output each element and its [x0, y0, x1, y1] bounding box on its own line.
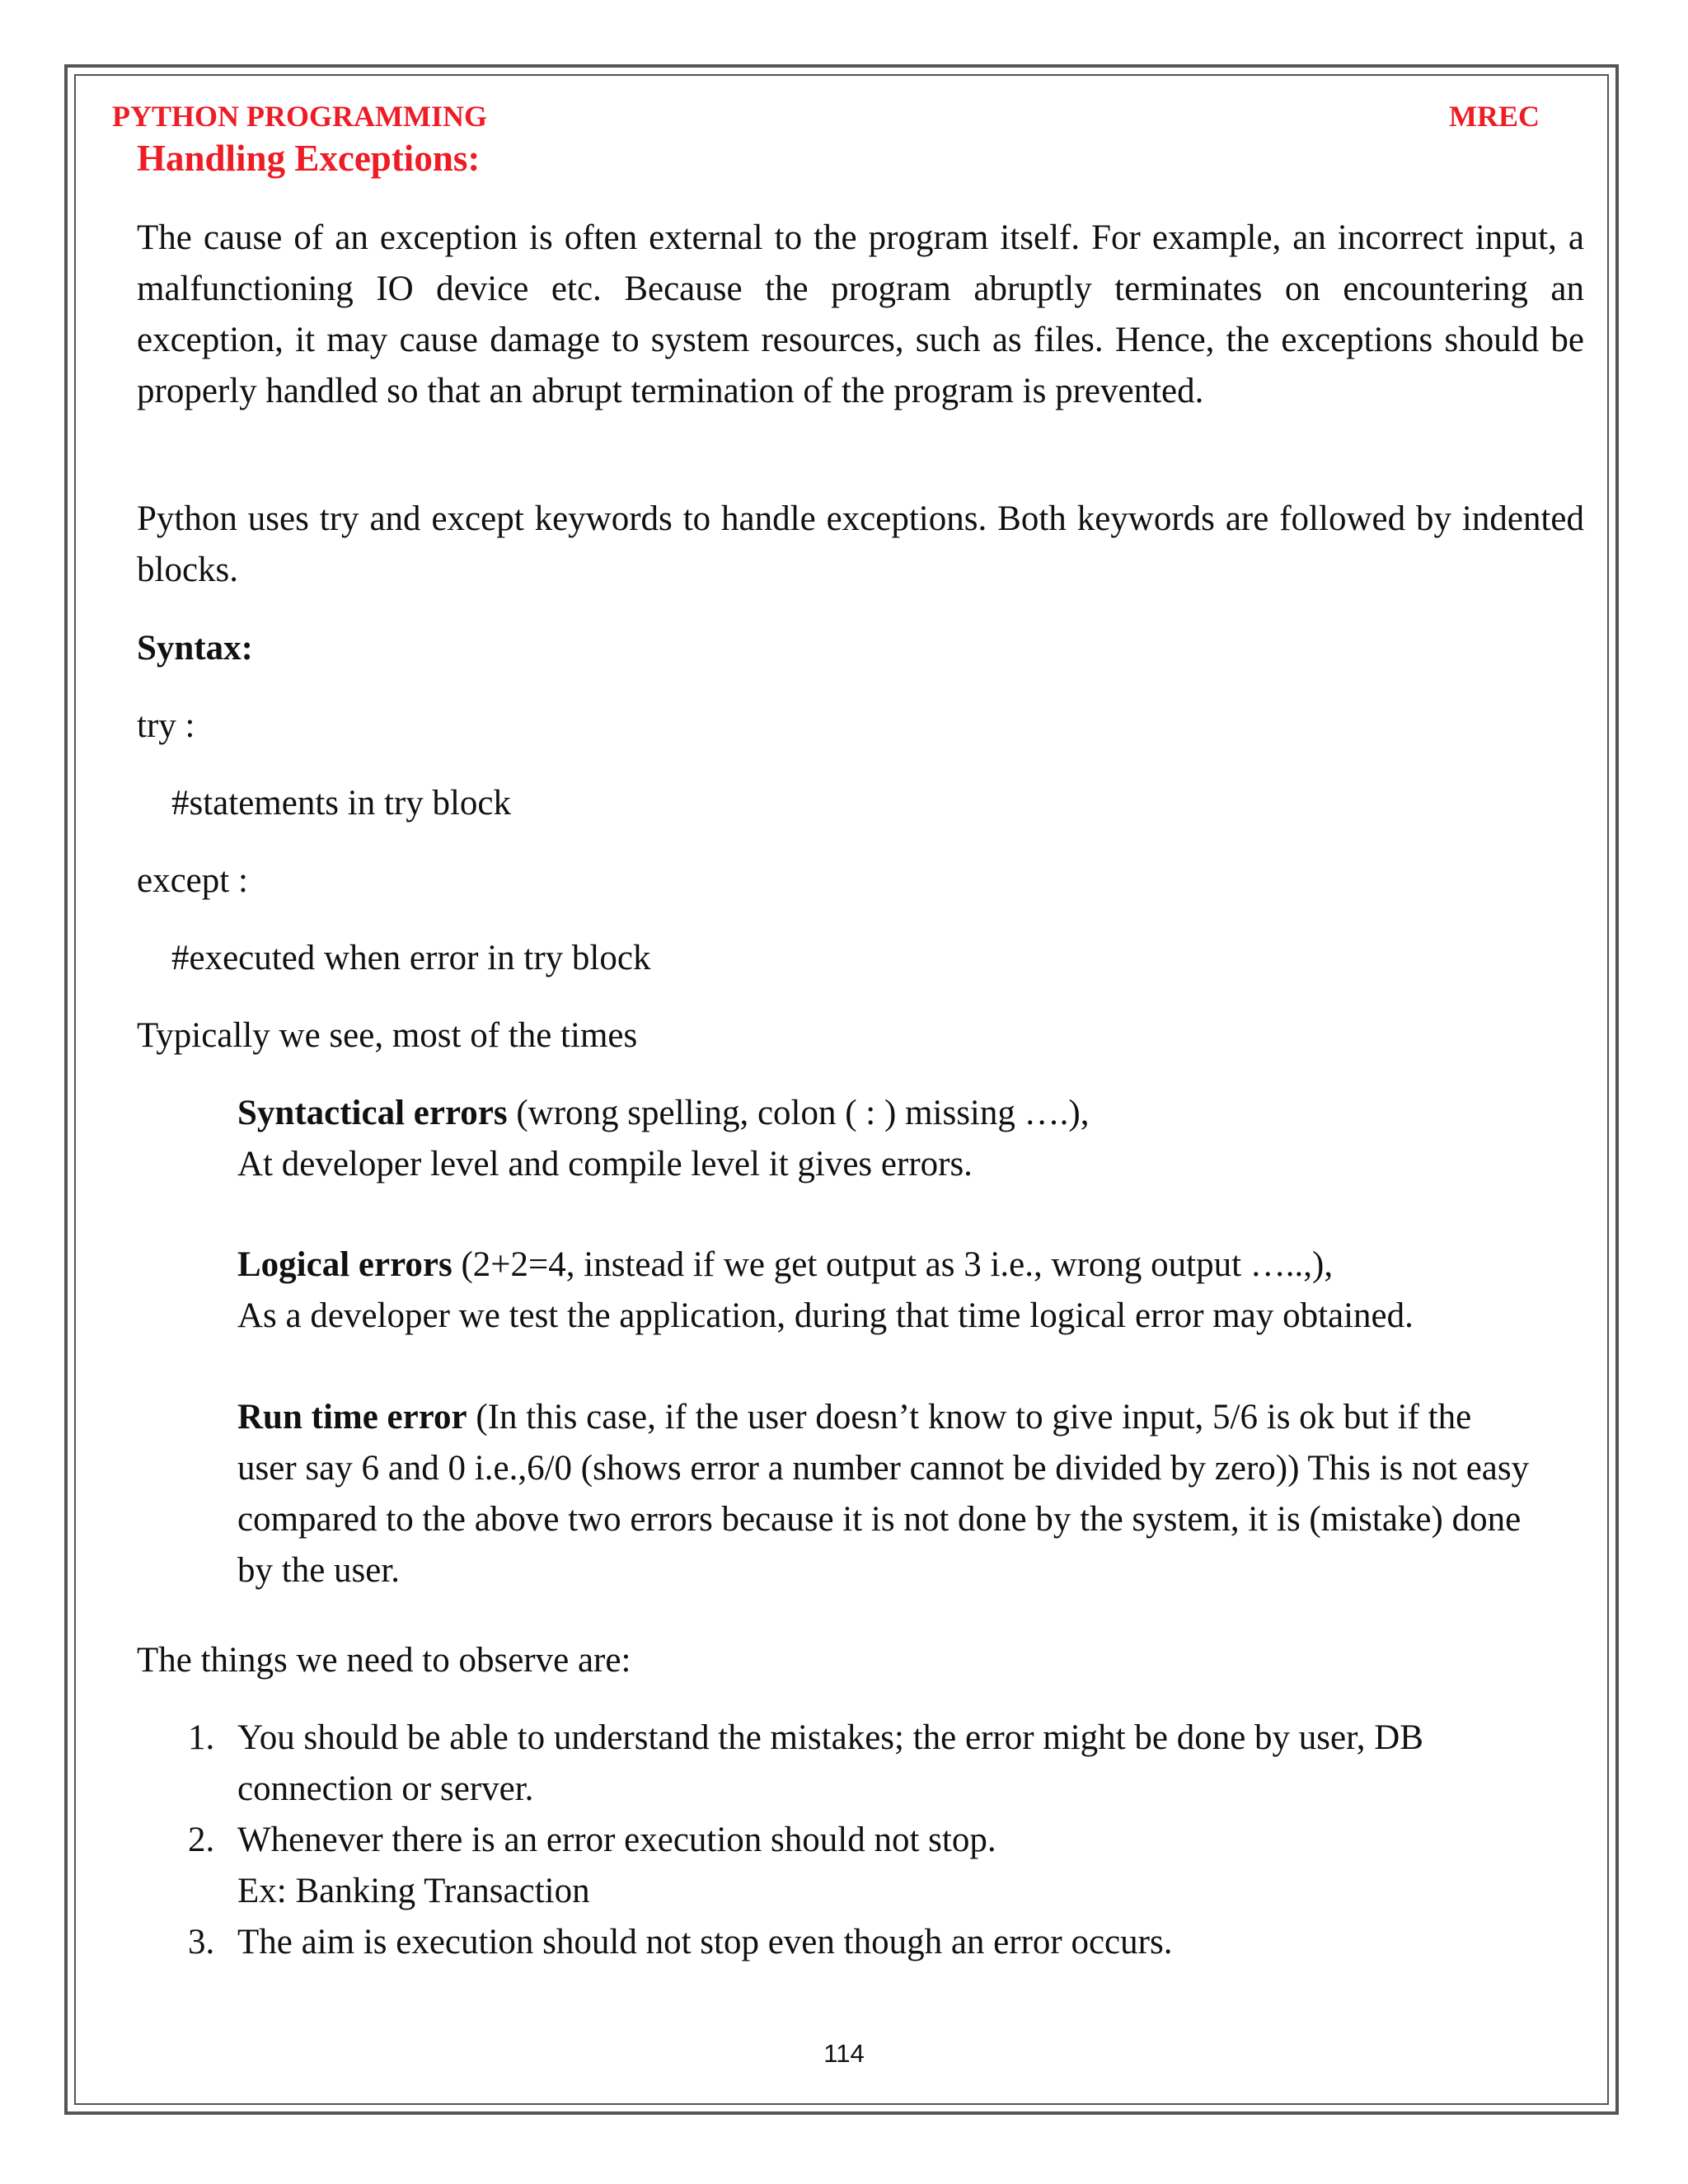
intro-line: Typically we see, most of the times [137, 1016, 638, 1055]
list-item [237, 1088, 1606, 1190]
list-item-sub: Ex: Banking Transaction [237, 1872, 590, 1910]
bullet-term: Syntactical errors [237, 1094, 508, 1132]
list-item: Whenever there is an error execution should not stop. [237, 1821, 996, 1859]
bullet-line2: As a developer we test the application, during that time logical error may obtained. [237, 1296, 1414, 1335]
observe-heading: The things we need to observe are: [137, 1641, 631, 1680]
list-item: You should be able to understand the mistakes; the error might be done by user, DB connection or server. [237, 1718, 1423, 1808]
list-item [237, 1392, 1533, 1596]
paragraph-cause: The cause of an exception is often external to the program itself. For example, an incorrect input, a malfunctioning IO device etc. Because the program abruptly terminates on encountering an exception, it may cause damage to system resources, such as files. Hence, the exceptions should be properly handled so that an abrupt termination of the program is prevented. [137, 218, 1584, 410]
code-except-body: #executed when error in try block [171, 939, 651, 977]
bullet-detail: (wrong spelling, colon ( : ) missing ….), [507, 1094, 1090, 1132]
list-number: 1. [188, 1718, 215, 1757]
code-except: except : [137, 861, 248, 900]
syntax-heading: Syntax: [137, 629, 253, 668]
bullet-detail: (In this case, if the user doesn’t know to give input, 5/6 is ok but if the user say 6 and 0 i.e.,6/0 (shows error a number cannot be divided by zero)) This is not easy compared to the above two errors because it is not done by the system, it is (mistake) done by the user. [237, 1398, 1530, 1590]
section-title: Handling Exceptions: [137, 138, 481, 179]
bullet-detail: (2+2=4, instead if we get output as 3 i.e., wrong output …..,), [452, 1245, 1334, 1284]
bullet-line2: At developer level and compile level it gives errors. [237, 1145, 973, 1183]
list-item [237, 1240, 1606, 1342]
code-try: try : [137, 706, 195, 745]
running-header-left: PYTHON PROGRAMMING [112, 100, 487, 133]
running-header-right: MREC [1449, 100, 1540, 133]
list-number: 3. [188, 1923, 215, 1961]
list-item: The aim is execution should not stop even though an error occurs. [237, 1923, 1173, 1961]
page-number: 114 [823, 2039, 865, 2068]
list-number: 2. [188, 1821, 215, 1859]
code-try-body: #statements in try block [171, 784, 512, 823]
bullet-term: Run time error [237, 1398, 467, 1436]
paragraph-try-except: Python uses try and except keywords to handle exceptions. Both keywords are followed by indented blocks. [137, 499, 1584, 589]
bullet-term: Logical errors [237, 1245, 452, 1284]
